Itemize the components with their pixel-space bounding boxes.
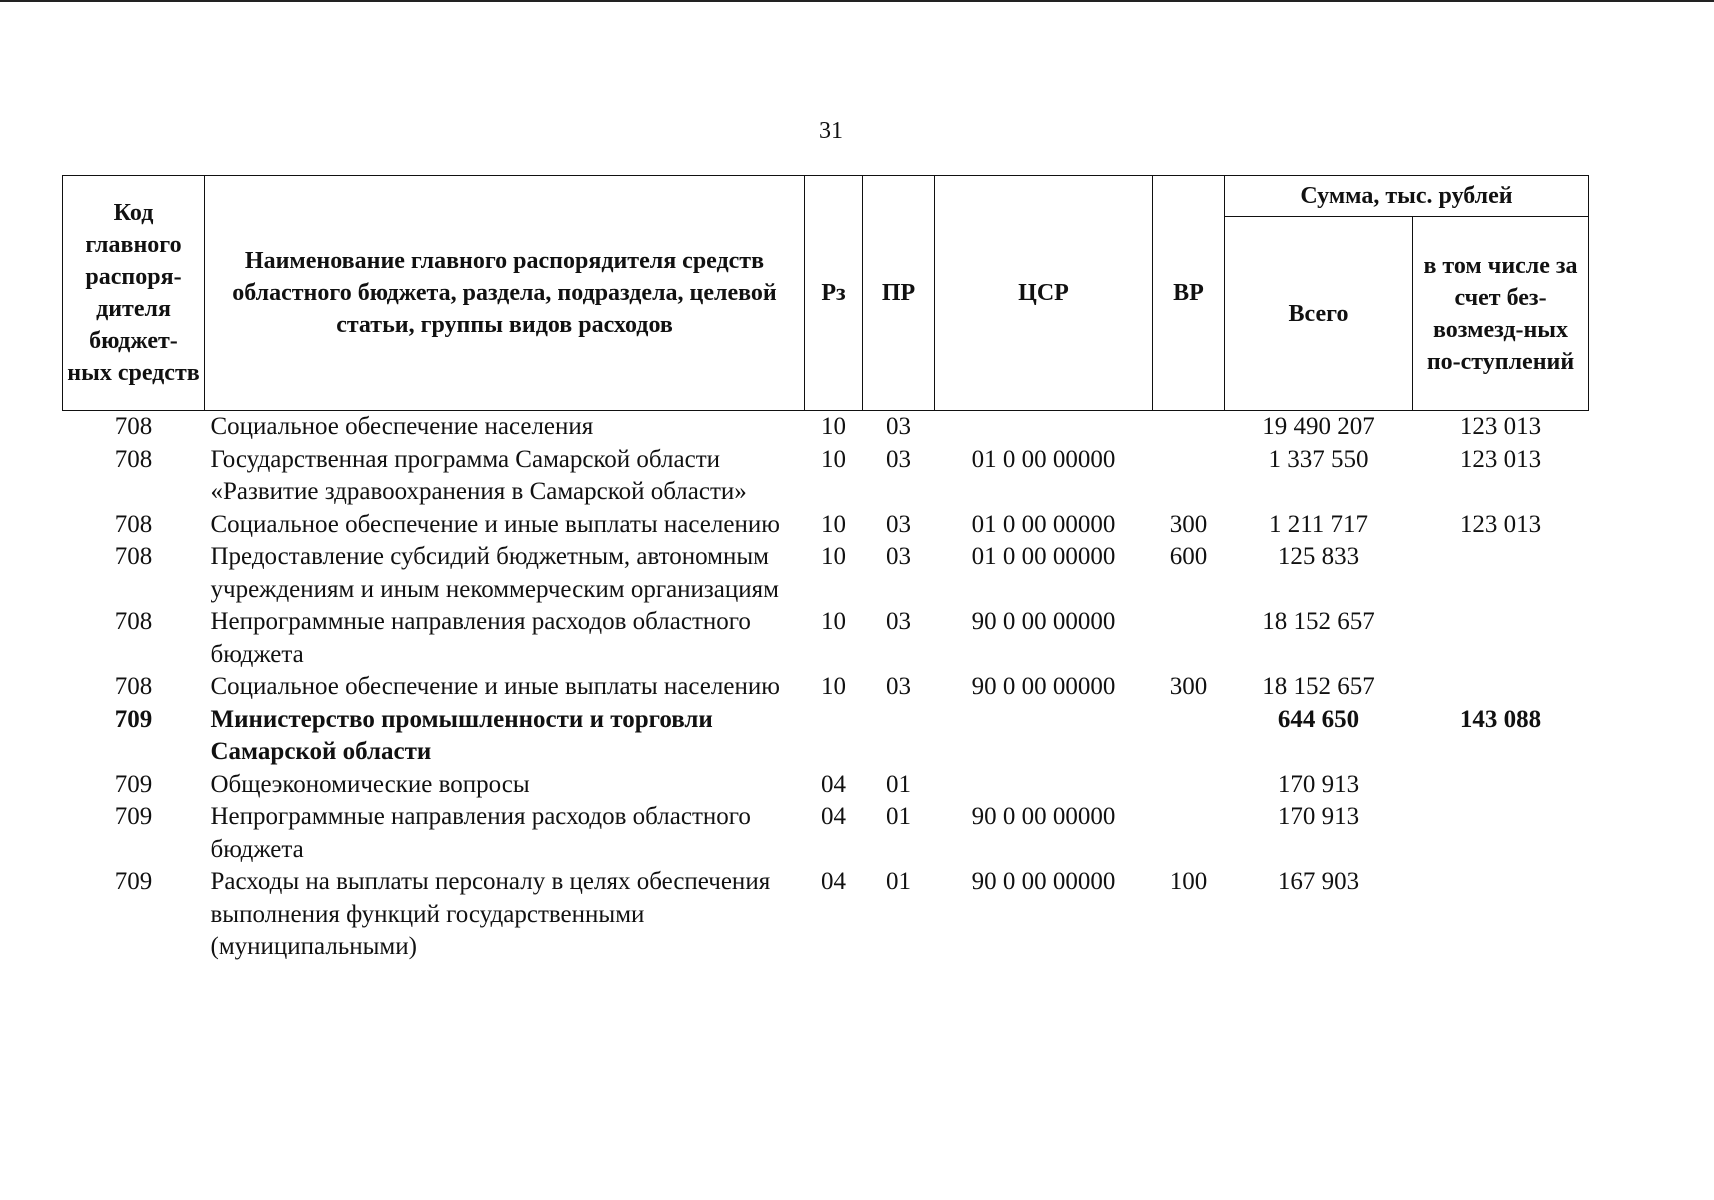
row-code: 708 — [114, 413, 153, 440]
row-name: Расходы на выплаты персоналу в целях обеспечения выполнения функций государственными (муниципальными) — [210, 868, 771, 960]
row-name: Министерство промышленности и торговли Самарской области — [210, 705, 713, 765]
row-vr: 600 — [1169, 543, 1208, 570]
row-csr: 01 0 00 00000 — [971, 510, 1116, 538]
row-csr: 01 0 00 00000 — [971, 445, 1116, 473]
row-csr: 90 0 00 00000 — [971, 803, 1116, 830]
table-row — [63, 801, 1589, 866]
row-rz: 10 — [821, 608, 846, 635]
page-number: 31 — [819, 118, 843, 144]
table-row — [63, 769, 1589, 802]
row-total: 170 913 — [1277, 770, 1360, 798]
header-pr: ПР — [863, 176, 935, 411]
table-row — [63, 606, 1589, 671]
row-free: 123 013 — [1459, 413, 1542, 440]
row-free: 143 088 — [1459, 705, 1542, 733]
row-vr — [1153, 769, 1225, 802]
row-csr: 01 0 00 00000 — [971, 543, 1116, 570]
row-free — [1413, 541, 1589, 606]
row-free: 123 013 — [1459, 445, 1542, 473]
row-name: Непрограммные направления расходов областного бюджета — [210, 803, 751, 863]
row-vr: 100 — [1169, 868, 1208, 895]
row-name: Социальное обеспечение населения — [210, 413, 594, 440]
header-free: в том числе за счет без-возмезд-ных по-ступлений — [1413, 217, 1589, 411]
budget-table — [62, 175, 1589, 964]
header-code: Код главного распоря-дителя бюджет-ных средств — [63, 176, 205, 411]
row-rz: 04 — [821, 803, 846, 830]
row-pr: 03 — [886, 510, 911, 538]
row-total: 18 152 657 — [1262, 673, 1375, 700]
row-csr: 90 0 00 00000 — [971, 868, 1116, 895]
row-vr — [1153, 411, 1225, 444]
row-pr — [863, 704, 935, 769]
row-vr — [1153, 444, 1225, 509]
row-free — [1413, 671, 1589, 704]
scan-edge-line — [0, 0, 1714, 2]
table-row — [63, 444, 1589, 509]
header-vr: ВР — [1153, 176, 1225, 411]
table-row — [63, 671, 1589, 704]
row-pr: 01 — [886, 770, 911, 798]
table-row — [63, 541, 1589, 606]
row-pr: 03 — [886, 608, 911, 635]
row-csr: 90 0 00 00000 — [971, 608, 1116, 635]
row-csr: 90 0 00 00000 — [971, 673, 1116, 700]
row-name: Общеэкономические вопросы — [210, 770, 530, 798]
row-total: 18 152 657 — [1262, 608, 1375, 635]
row-pr: 03 — [886, 673, 911, 700]
row-total: 19 490 207 — [1262, 413, 1375, 440]
row-code: 709 — [114, 868, 153, 895]
row-pr: 01 — [886, 803, 911, 830]
table-row — [63, 411, 1589, 444]
row-code: 709 — [114, 803, 153, 830]
row-csr — [935, 769, 1153, 802]
row-vr — [1153, 704, 1225, 769]
row-vr: 300 — [1169, 510, 1208, 538]
row-total: 167 903 — [1277, 868, 1360, 895]
row-rz: 10 — [821, 413, 846, 440]
row-csr — [935, 704, 1153, 769]
row-code: 709 — [114, 705, 153, 733]
row-code: 708 — [114, 445, 153, 473]
row-free — [1413, 769, 1589, 802]
header-rz: Рз — [805, 176, 863, 411]
row-total: 125 833 — [1277, 543, 1360, 570]
row-code: 708 — [114, 608, 153, 635]
row-pr: 03 — [886, 413, 911, 440]
row-total: 644 650 — [1277, 705, 1360, 733]
row-rz: 10 — [821, 673, 846, 700]
row-total: 1 211 717 — [1268, 510, 1369, 538]
row-code: 708 — [114, 510, 153, 538]
row-vr — [1153, 606, 1225, 671]
table-body — [63, 411, 1589, 964]
row-rz: 10 — [821, 445, 846, 473]
row-rz: 04 — [821, 770, 846, 798]
row-code: 708 — [114, 673, 153, 700]
row-name: Предоставление субсидий бюджетным, автономным учреждениям и иным некоммерческим организациям — [210, 543, 779, 603]
row-total: 1 337 550 — [1268, 445, 1369, 473]
row-rz: 04 — [821, 868, 846, 895]
header-sum: Сумма, тыс. рублей — [1225, 176, 1589, 217]
row-total: 170 913 — [1277, 803, 1360, 830]
table-row — [63, 509, 1589, 542]
row-name: Социальное обеспечение и иные выплаты населению — [210, 673, 780, 700]
row-name: Непрограммные направления расходов областного бюджета — [210, 608, 751, 668]
table-row — [63, 704, 1589, 769]
row-rz — [805, 704, 863, 769]
row-pr: 03 — [886, 543, 911, 570]
row-free — [1413, 801, 1589, 866]
row-code: 708 — [114, 543, 153, 570]
row-pr: 03 — [886, 445, 911, 473]
row-csr — [935, 411, 1153, 444]
row-name: Государственная программа Самарской области «Развитие здравоохранения в Самарской области» — [210, 445, 747, 505]
row-free — [1413, 606, 1589, 671]
row-free: 123 013 — [1459, 510, 1542, 538]
table-row — [63, 866, 1589, 964]
row-code: 709 — [114, 770, 153, 798]
header-name: Наименование главного распорядителя средств областного бюджета, раздела, подраздела, целевой статьи, группы видов расходов — [205, 176, 805, 411]
row-rz: 10 — [821, 543, 846, 570]
row-free — [1413, 866, 1589, 964]
row-pr: 01 — [886, 868, 911, 895]
row-name: Социальное обеспечение и иные выплаты населению — [210, 510, 780, 538]
row-vr — [1153, 801, 1225, 866]
row-rz: 10 — [821, 510, 846, 538]
header-csr: ЦСР — [935, 176, 1153, 411]
row-vr: 300 — [1169, 673, 1208, 700]
header-total: Всего — [1225, 217, 1413, 411]
